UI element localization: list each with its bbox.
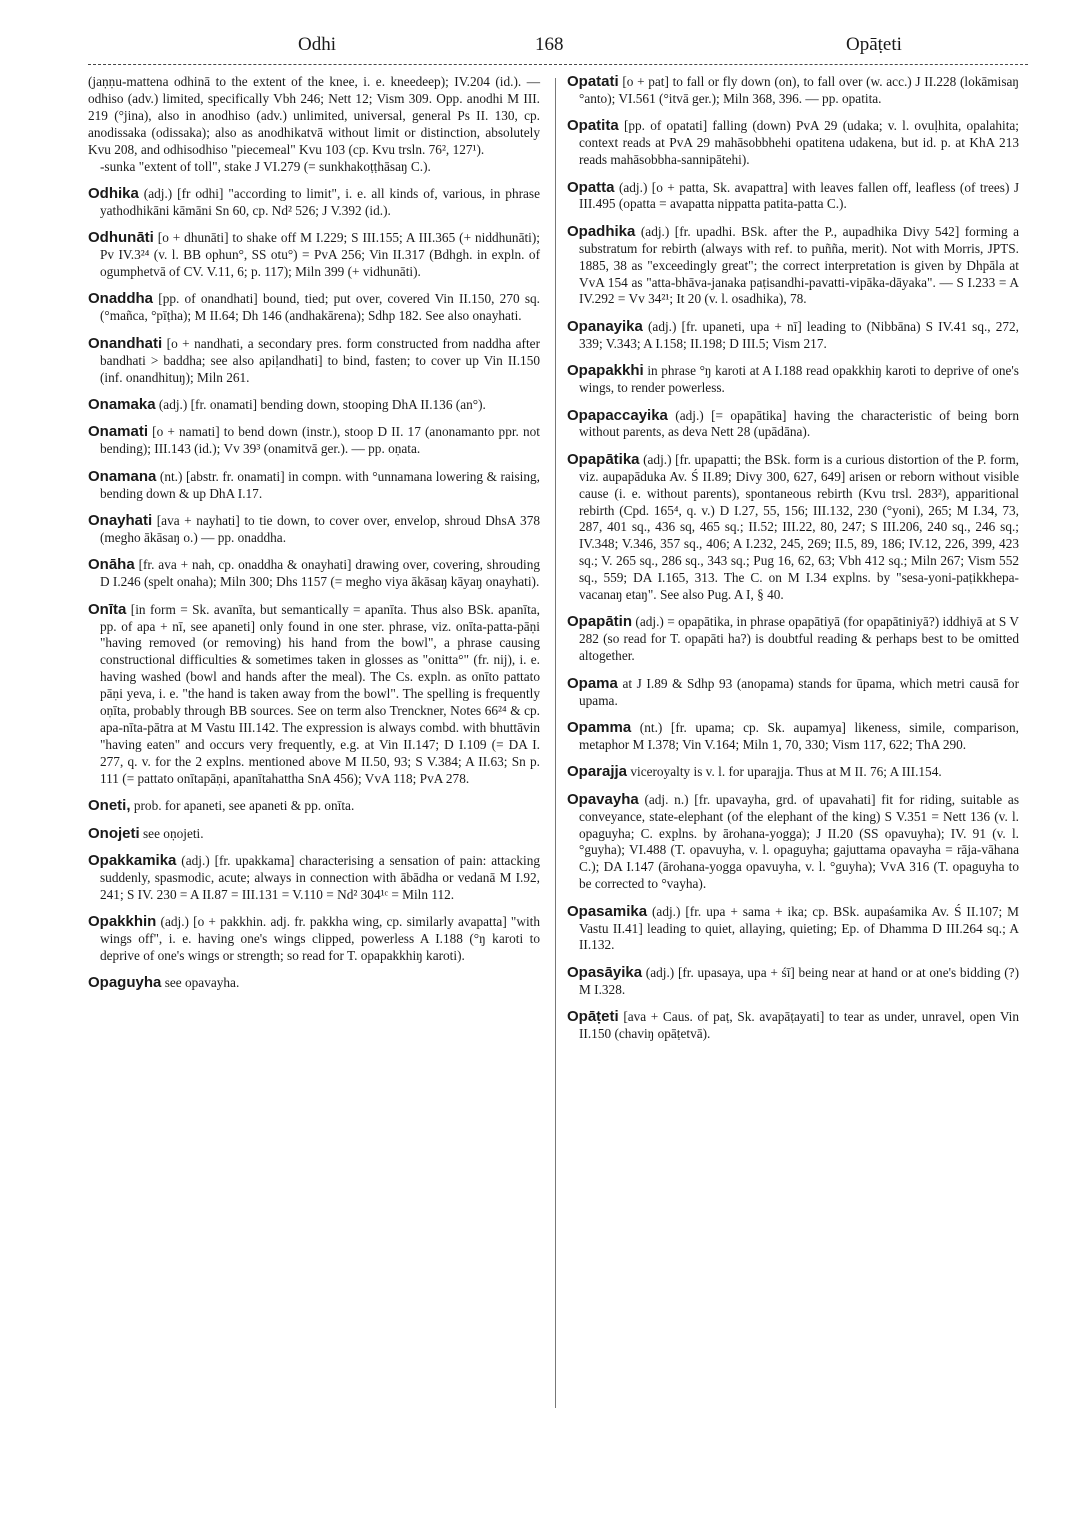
dictionary-entry — [567, 764, 1019, 781]
entry-text: in phrase °ŋ karoti at A I.188 read opakkhiŋ karoti to deprive of one's wings, to render powerless. — [579, 363, 1019, 396]
entry-headword: Onīta — [88, 600, 127, 618]
dictionary-entry — [88, 826, 540, 843]
dictionary-entry — [567, 1009, 1019, 1043]
entry-headword: Opasāyika — [567, 963, 643, 981]
entry-text: [in form = Sk. avanīta, but semantically = apanīta. Thus also BSk. apanīta, pp. of apa + nī, see apaneti] only found in one ster. phrase, viz. onīta-patta-pāṇi "having removed (or removing) his hand from the bowl", a phrase causing constructional difficulties & sometimes taken in glosses as "onitta°" (fr. nij), i. e. having washed (bowl and hands after the meal). The Cs. expln. as onīto pattato pāṇi yeva, i. e. "the hand is taken away from the bowl". The spelling is frequently oṇīta, probably through BB sources. See on term also Trenckner, Notes 66²⁴ & cp. apa-nīta-pātra at M Vastu III.142. The expression is always combd. with bhuttāvin "having eaten" and occurs very frequently, e.g. at Vin II.147; D I.109 (= DA I. 277, q. v. for the 2 explns. mentioned above M II.50, 93; S V.384; A II.63; Sn p. 111 (= pattato onītapāṇi, apanītahattha SnA 456); VvA 118; PvA 278. — [100, 601, 541, 786]
entry-text: viceroyalty is v. l. for uparajja. Thus at M II. 76; A III.154. — [630, 764, 942, 780]
dictionary-entry — [567, 408, 1019, 442]
entry-text: (adj.) = opapātika, in phrase opapātiyā (for opapātiniyā?) iddhiyā at S V 282 (so read for T. opapāti ha?) is doubtful reading & perhaps best to be omitted altogether. — [579, 614, 1019, 664]
dictionary-entry — [88, 513, 540, 547]
entry-headword: Onamati — [88, 423, 149, 441]
dictionary-entry — [88, 798, 540, 815]
dictionary-entry — [88, 424, 540, 458]
dictionary-entry — [88, 602, 540, 788]
entry-text: [pp. of opatati] falling (down) PvA 29 (udaka; v. l. ovuḷhita, opalahita; context reads at PvA 29 mahāsobbhehi opatitena udakena, but id. p. at KhA 213 reads mahāsobbha-sannipātehi). — [579, 118, 1019, 168]
entry-headword: Opakkamika — [88, 851, 177, 869]
entry-headword: Opamma — [567, 719, 632, 736]
entry-headword: Opapakkhi — [567, 362, 644, 380]
entry-text: [ava + nayhati] to tie down, to cover over, envelop, shroud DhsA 378 (megho ākāsaŋ o.) — pp. onaddha. — [100, 513, 541, 545]
entry-text: see oṇojeti. — [143, 825, 204, 841]
running-header — [88, 34, 1028, 62]
entry-text: see opavayha. — [164, 975, 240, 991]
entry-text: (nt.) [fr. upama; cp. Sk. aupamya] likeness, simile, comparison, metaphor M I.378; Vin V.164; Miln 1, 70, 330; Vism 117, 622; ThA 290. — [579, 720, 1019, 752]
entry-headword: Opadhika — [567, 222, 636, 240]
dictionary-entry — [567, 614, 1019, 665]
dictionary-entry — [567, 224, 1019, 309]
dictionary-entry — [567, 720, 1019, 754]
entry-text: (adj.) [fr. upasaya, upa + śī] being near at hand or at one's bidding (?) M I.328. — [579, 964, 1020, 997]
entry-text: (nt.) [abstr. fr. onamati] in compn. with °unnamana lowering & raising, bending down & up DhA I.17. — [100, 468, 540, 501]
page-number: 168 — [535, 34, 564, 55]
entry-text: [o + dhunāti] to shake off M I.229; S III.155; A III.365 (+ niddhunāti); Pv IV.3²⁴ (v. l. BB ophun°, SS otu°) = PvA 256; Vin II.317 (Bdhgh. in expln. of ogumphetvā of CV. V.11, 6; p. 117); Miln 399 (+ vidhunāti). — [100, 230, 540, 280]
dictionary-entry — [567, 792, 1019, 893]
entry-headword: Opakkhin — [88, 913, 157, 931]
entry-headword: Onandhati — [88, 334, 163, 352]
entry-text: [o + nandhati, a secondary pres. form constructed from naddha after bandhati > baddha; see also apiḷandhati] to bind, fasten; to cover up Vin II.150 (inf. onandhituŋ); Miln 261. — [100, 335, 540, 385]
dictionary-entry — [88, 186, 540, 220]
entry-headword: Opatati — [567, 73, 619, 90]
entry-headword: Oparajja — [567, 763, 628, 781]
entry-headword: Odhika — [88, 184, 139, 202]
header-rule — [88, 64, 1028, 65]
entry-headword: Opatta — [567, 178, 615, 196]
entry-headword: Onamana — [88, 467, 157, 485]
entry-text: (adj.) [fr. upaneti, upa + nī] leading to (Nibbāna) S IV.41 sq., 272, 339; V.343; A I.158; II.198; D III.5; Vism 217. — [579, 318, 1020, 351]
dictionary-entry — [88, 469, 540, 503]
entry-headword: Opama — [567, 674, 618, 692]
dictionary-entry — [567, 319, 1019, 353]
entry-text: (adj.) [= opapātika] having the characteristic of being born without parents, as deva Nett 28 (upādāna). — [579, 407, 1019, 440]
entry-text: (adj.) [o + patta, Sk. avapattra] with leaves fallen off, leafless (of trees) J III.495 (opatta = avapatta nippatta patita-patta C.). — [579, 179, 1019, 212]
entry-text: [o + pat] to fall or fly down (on), to fall over (w. acc.) J II.228 (lokāmisaŋ °anto); VI.561 (°itvā ger.); Miln 368, 396. — pp. opatita. — [579, 74, 1019, 106]
dictionary-entry — [567, 904, 1019, 955]
entry-text: (adj.) [fr. upakkama] characterising a sensation of pain: attacking suddenly, spasmodic, acute; always in connection with ābādha or vedanā M I.92, 241; S IV. 230 = A II.87 = III.131 = V.110 = Nd² 304¹ᶜ = Miln 112. — [100, 852, 540, 902]
entry-headword: Opavayha — [567, 790, 639, 808]
right-column — [567, 74, 1019, 1054]
left-column — [88, 74, 540, 1003]
entry-headword: Odhunāti — [88, 229, 154, 247]
entry-headword: Onojeti — [88, 824, 140, 842]
entry-text: (adj.) [fr. upa + sama + ika; cp. BSk. aupaśamika Av. Ś II.107; M Vastu II.41] leading to quiet, allaying, quieting; Ep. of Dhamma D III.264 sq.; A II.132. — [579, 903, 1019, 953]
dictionary-entry — [567, 180, 1019, 214]
entry-text: at J I.89 & Sdhp 93 (anopama) stands for ūpama, which metri causā for upama. — [579, 675, 1020, 708]
entry-text: (adj.) [fr. upadhi. BSk. after the P., aupadhika Divy 542] forming a substratum for rebirth (always with ref. to puñña, merit). Not with Morris, JPTS. 1885, 38 as "exceedingly great"; the correct interpretation is given by Dhpāla at VvA 154 as "atta-bhāva-janaka paṭisandhi-pavatti-vipāka-dāyaka". — S I.233 = A IV.292 = Vv 34²¹; It 20 (v. l. osadhika), 78. — [579, 223, 1019, 307]
column-divider — [555, 78, 556, 1408]
entry-headword: Opatita — [567, 117, 619, 135]
entry-text: [pp. of onandhati] bound, tied; put over, covered Vin II.150, 270 sq. (°mañca, °pīṭha); M II.64; Dh 146 (andhakārena); Sdhp 182. See also onayhati. — [100, 291, 540, 324]
entry-headword: Opapaccayika — [567, 406, 668, 424]
entry-text: (adj.) [fr. upapatti; the BSk. form is a curious distortion of the P. form, viz. aupapāduka Av. Ś II.89; Divy 300, 627, 649] arisen or reborn without visible cause (i. e. without parents), spontaneous rebirth (Kvu trsl. 283²), apparitional rebirth (Cpd. 165⁴, q. v.) D I.27, 55, 156; III.132, 230 (°yoni), 265; M I.34, 73, 287, 401 sq., 436 sq, 465 sq.; II.52; III.22, 80, 247; S III.206, 240 sq., 246 sq.; IV.348; V.346, 357 sq., 406; A I.232, 245, 269; II.5, 89, 186; IV.12, 226, 399, 423 sq.; V. 265 sq., 286 sq., 343 sq.; Pug 16, 62, 63; Vbh 412 sq.; Miln 267; Vism 552 sq., 559; DA I.165, 313. The C. on M I.34 explns. by "sesa-yoni-paṭikkhepa-vacanaŋ etaŋ". See also Pug. A I, § 40. — [579, 451, 1020, 603]
dictionary-entry — [88, 853, 540, 904]
left-guide-word: Odhi — [298, 34, 336, 55]
entry-headword: Opapātika — [567, 450, 640, 468]
entry-text: [fr. ava + nah, cp. onaddha & onayhati] drawing over, covering, shrouding D I.246 (spelt onaha); Miln 300; Dhs 1157 (= megho viya ākāsaŋ kāyaŋ onayhati). — [100, 557, 540, 590]
dictionary-entry — [567, 965, 1019, 999]
right-guide-word: Opāṭeti — [846, 34, 902, 55]
entry-text: (jaṇṇu-mattena odhinā to the extent of the knee, i. e. kneedeep); IV.204 (id.). — odhiso (adv.) limited, specifically Vbh 246; Nett 12; Vism 309. Opp. anodhi M III. 219 (°jina), also in anodhiso (adv.) unlimited, universal, general Ps II. 130, cp. anodissaka (odissaka); also as anodhikatvā without limit or distinction, absolutely Kvu 208, and odhisodhiso "piecemeal" Kvu 103 (cp. Kvu trsln. 76², 127¹). — [88, 74, 540, 157]
dictionary-entry — [88, 74, 540, 175]
entry-headword: Opāṭeti — [567, 1008, 619, 1026]
dictionary-entry — [567, 676, 1019, 710]
entry-text: (adj.) [fr. onamati] bending down, stooping DhA II.136 (an°). — [158, 397, 486, 412]
entry-headword: Opasamika — [567, 902, 648, 920]
dictionary-entry — [88, 230, 540, 281]
entry-text: (adj.) [o + pakkhin. adj. fr. pakkha wing, cp. similarly avapatta] "with wings off", i. e. having one's wings clipped, powerless A I.188 (°ŋ karoti to deprive of one's wings or strength; so read for T. opapakkhiŋ karoti). — [100, 914, 540, 963]
dictionary-entry — [88, 397, 540, 414]
entry-headword: Onamaka — [88, 396, 156, 413]
entry-text: [o + namati] to bend down (instr.), stoop D II. 17 (anonamanto ppr. not bending); III.143 (id.); Vv 39³ (onamitvā ger.). — pp. oṇata. — [100, 424, 540, 457]
entry-text: prob. for apaneti, see apaneti & pp. onīta. — [133, 798, 355, 814]
dictionary-entry — [567, 74, 1019, 108]
dictionary-entry — [567, 363, 1019, 397]
entry-text: [ava + Caus. of paṭ, Sk. avapāṭayati] to tear as under, unravel, open Vin II.150 (chaviŋ opāṭetvā). — [579, 1009, 1019, 1042]
entry-subentry: -sunka "extent of toll", stake J VI.279 (= sunkhakoṭṭhāsaŋ C.). — [100, 158, 431, 174]
dictionary-entry — [567, 118, 1019, 169]
dictionary-entry — [88, 291, 540, 325]
entry-headword: Onaddha — [88, 290, 154, 308]
entry-headword: Onayhati — [88, 512, 153, 530]
dictionary-entry — [88, 914, 540, 965]
entry-headword: Opanayika — [567, 317, 643, 335]
entry-headword: Opapātin — [567, 613, 633, 631]
entry-text: (adj. n.) [fr. upavayha, grd. of upavahati] fit for riding, suitable as conveyance, state-elephant (of the elephant of the king) S V.351 = Nett 136 (v. l. opaguyha; C. explns. by ārohana-yogga); J II.20 (SS opavuyha); IV. 91 (v. l. °guyha); VI.488 (T. opavuyha, v. l. opaguyha; gajuttama opavayha = rāja-vāhana C.); DA I.147 (ārohana-yogga opavuyha, v. l. °guyha); VvA 316 (T. opaguyha to be corrected to °vayha). — [579, 791, 1019, 892]
entry-headword: Opaguyha — [88, 974, 162, 992]
dictionary-entry — [88, 975, 540, 992]
dictionary-entry — [567, 452, 1019, 604]
entry-headword: Onāha — [88, 556, 135, 574]
dictionary-entry — [88, 557, 540, 591]
entry-headword: Oneti, — [88, 797, 131, 815]
dictionary-entry — [88, 336, 540, 387]
entry-text: (adj.) [fr odhi] "according to limit", i. e. all kinds of, various, in phrase yathodhikāni kāmāni Sn 60, cp. Nd² 526; J V.392 (id.). — [100, 185, 540, 218]
